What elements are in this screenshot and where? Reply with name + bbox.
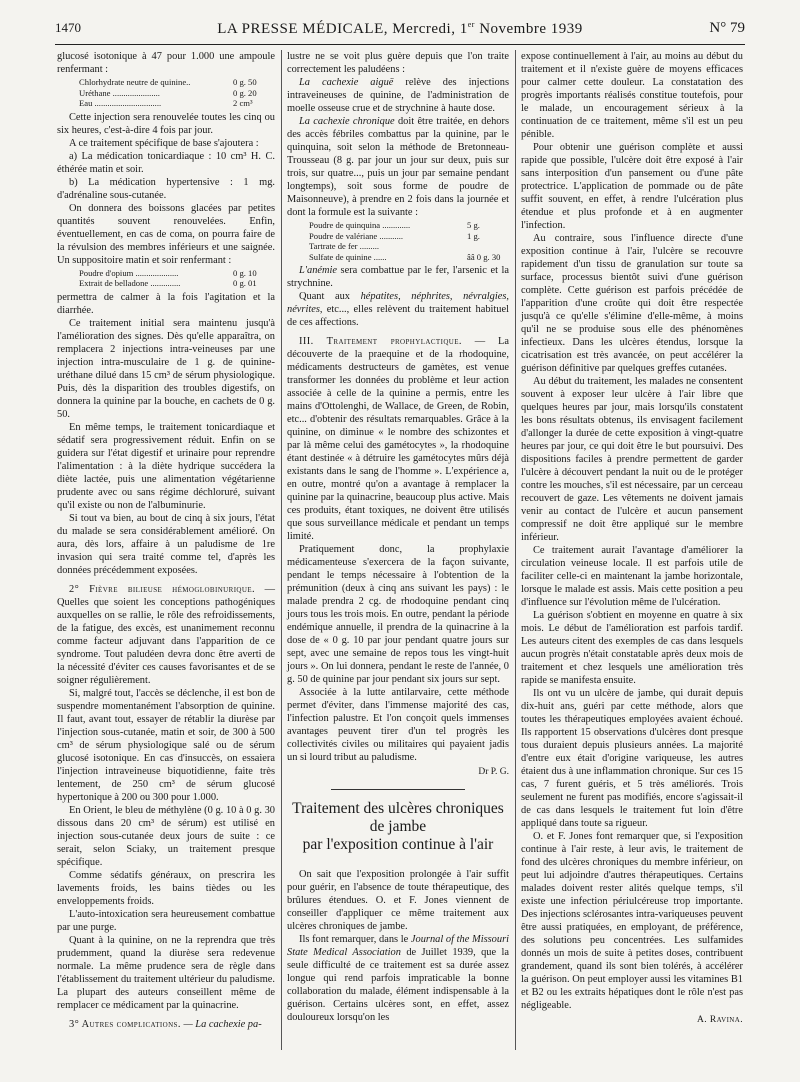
column-separator: [281, 50, 282, 1050]
section-heading: 2° Fièvre bilieuse hémoglobinurique.: [69, 583, 256, 595]
paragraph: lustre ne se voit plus guère depuis que l'on traite correctement les paludéens :: [287, 51, 509, 75]
formula-injection: [57, 77, 275, 109]
quantity: 0 g. 01: [233, 278, 257, 288]
paragraph: Quant à la quinine, on ne la reprendra que très prudemment, quand la diurèse sera redevenue normale. La même prudence sera de règle dans l'établissement du traitement ultérieur du paludisme. La plupart des auteurs conseillent même de remplacer ce médicament par la quinacrine.: [57, 934, 275, 1011]
paragraph: Ce traitement aurait l'avantage d'améliorer la circulation veineuse locale. Il est parfois utile de faciliter celle-ci en maintenant la jambe horizontale, lorsque le malade est assis. Mais cette position a peu d'influence sur l'évolution même de l'ulcération.: [521, 545, 743, 608]
section-heading: III. Traitement prophylactique.: [299, 336, 462, 347]
column-3: [521, 50, 743, 1027]
paragraph: A ce traitement spécifique de base s'ajoutera :: [69, 137, 259, 149]
section-text: — Quelles que soient les conceptions pathogéniques auxquelles on se rallie, le rôle des refroidissements, de la fatigue, des excès, est unanimement reconnu comme facteur adjuvant dans l'apparition de ce syndrome. Tout paludéen devra donc être averti de la nécessité d'éviter ces causes favorisantes et de se soigner régulièrement.: [57, 583, 275, 686]
paragraph: Au début du traitement, les malades ne consentent souvent à exposer leur ulcère à l'air libre que quelques heures par jour, mais lorsqu'ils constatent les bons résultats obtenus, ils envisagent facilement d'allonger la durée de cette exposition à vingt-quatre heures par jour, ce qui doit être le but poursuivi. Des dispositions faciles à prendre permettent de garder l'ulcère à découvert pendant la nuit ou de le protéger contre les mouches, s'il est nécessaire, par un cerceau recouvert de gaze. Les vêtements ne doivent jamais venir au contact de l'ulcère et aucun pansement compressif ne doit être appliqué sur le membre inférieur.: [521, 376, 743, 543]
issue-number: N° 79: [709, 20, 745, 36]
author-signature: Dr P. G.: [478, 767, 509, 777]
journal-citation: Journal of the Missouri State Medical Association: [287, 934, 509, 958]
formula-row: [57, 88, 275, 99]
journal-title-line: [55, 20, 745, 38]
article-title-line: par l'exposition continue à l'air: [302, 836, 494, 853]
quantity: [467, 241, 509, 252]
paragraph: expose continuellement à l'air, au moins au début du traitement et il n'existe guère de moyens efficaces pour calmer cette douleur. La constatation des progrès importants réalisés constitue toutefois, pour le malade, un encouragement sérieux à la continuation de ce traitement, même s'il est un peu pénible.: [521, 51, 743, 140]
text: doit être traitée, en dehors des accès fébriles combattus par la quinine, par le quinquina, soit selon la méthode de Bretonneau-Trousseau (8 g. par jour un jour sur deux, puis sur trois, sur quatre..., puis un jour par semaine pendant longtemps), soit sous forme de poudre de Maisonneuve), à prendre en 2 fois dans la journée et dont la formule est la suivante :: [287, 116, 509, 218]
paragraph: L'auto-intoxication sera heureusement combattue par une purge.: [57, 908, 275, 933]
paragraph: Comme sédatifs généraux, on prescrira les lavements froids, les bains tièdes ou les enveloppements froids.: [57, 869, 275, 907]
paragraph: Pratiquement donc, la prophylaxie médicamenteuse s'exercera de la façon suivante, pendant le temps nécessaire à l'obtention de la prémunition (deux à cinq ans suivant les pays) : le malade prendra 2 cg. de rhodoquine pendant cinq jours tous les trois mois. En outre, pendant la période endémique annuelle, il prendra de la quinacrine à la dose de « 0 g. 10 par jour pendant quatre jours sur sept, avec une semaine de repos tous les vingt-huit jours ». On lui donnera, pendant le reste de l'année, 0 g. 50 de quinine par jour pendant six jours sur sept.: [287, 544, 509, 685]
text: Quant aux: [299, 291, 361, 302]
ingredient: Eau ...............................: [79, 98, 162, 108]
text: de Juillet 1939, que la seule difficulté de ce traitement est sa durée assez longue qui rend parfois impraticable la bonne collaboration du malade, élément indispensable à la guérison. Certains ulcères sont, en effet, assez douloureux lorsqu'on les: [287, 947, 509, 1023]
formula-row: [57, 77, 275, 88]
emphasis: L'anémie: [299, 265, 338, 276]
formula-row: [287, 220, 509, 231]
paragraph: Au contraire, sous l'influence directe d'une exposition continue à l'air, l'ulcère se recouvre rapidement d'un tissu de granulation sur toute sa surface, processus bientôt suivi d'une guérison complète. Cette guérison est parfois précédée de l'apparition d'une croûte qui doit être respectée jusqu'à ce qu'elle s'élimine d'elle-même, à moins qu'il ne se produise sous elle des phénomènes infectieux. Dans les ulcères étendus, lorsque la cicatrisation est très avancée, on peut accélérer la guérison définitive par quelques greffes cutanées.: [521, 233, 743, 374]
paragraph: a) La médication tonicardiaque : 10 cm³ H. C. éthérée matin et soir.: [57, 150, 275, 175]
issue-date-sup: er: [467, 20, 475, 29]
quantity: ââ 0 g. 30: [467, 251, 501, 262]
paragraph: Associée à la lutte antilarvaire, cette méthode permet d'éviter, dans l'immense majorité des cas, l'infection palustre. Et l'on conçoit quels immenses avantages peuvent tirer d'un tel progrès les collectivités civiles ou militaires qui payaient jadis un si lourd tribut au paludisme.: [287, 687, 509, 763]
quantity: 0 g. 20: [233, 87, 257, 98]
section-text: — La cachexie pa-: [183, 1018, 262, 1030]
article-separator: [331, 789, 464, 790]
paragraph: [287, 933, 509, 1024]
header-rule: [55, 44, 745, 45]
paragraph: Ils ont vu un ulcère de jambe, qui durait depuis dix-huit ans, guéri par cette méthode, alors que toutes les thérapeutiques employées avaient échoué. Ils rapportent 15 observations d'ulcères dont presque tous duraient depuis plusieurs années. La majorité d'entre eux était d'origine variqueuse, les autres étaient dus à une inflammation chronique. Sur ces 15 cas, 7 furent guéris, et 5 très améliorés. Trois seulement ne furent pas modifiés, encore s'agissait-il de cas dans lesquels le traitement fut loin d'être appliqué dans toute sa rigueur.: [521, 688, 743, 829]
paragraph: [287, 290, 509, 329]
ingredient: Chlorhydrate neutre de quinine..: [79, 77, 191, 87]
paragraph: On sait que l'exposition prolongée à l'air suffit pour guérir, en l'absence de toute thérapeutique, des brûlures étendues. O. et F. Jones viennent de conseiller d'appliquer ce même traitement aux ulcères chroniques de jambe.: [287, 869, 509, 932]
page-number: 1470: [55, 20, 81, 35]
quantity: 2 cm³: [233, 98, 253, 108]
paragraph: O. et F. Jones font remarquer que, si l'exposition continue à l'air reste, à leur avis, le traitement de fond des ulcères chroniques du membre inférieur, on peut lui adjoindre d'autres thérapeutiques. Certains malades doivent rester alités quelque temps, s'il existe une infection périulcéreuse trop importante. Des injections sclérosantes intra-variqueuses peuvent être aussi pratiquées, en employant, de préférence, des solutions peu concentrées. Les sulfamides donnés un mois de suite à petites doses, contribuent grandement, quand ils sont bien tolérés, à accélérer la guérison. On peut employer aussi les vitamines B1 et B2 ou les extraits hépatiques dont le rôle n'est pas négligeable.: [521, 831, 743, 1011]
section-text: — La découverte de la praequine et de la rhodoquine, médicaments destructeurs de gamètes, est venue transformer les données du problème et leur action associée à celle de la quinine a permis, entre les mains d'Ottolenghi, de Wallace, de Green, de Robin, etc... d'obtenir des résultats remarquables. Grâce à la quinine, on diminue « le nombre des schizontes et par là même celui des gamétocytes », la rhodoquine étant destinée « à détruire les gamétocytes mûrs déjà existants dans le sang de l'homme ». L'expérience a, en outre, montré qu'on a avantage à remplacer la quinine par la quinacrine, beaucoup plus active. Mais ces produits, étant toxiques, ne doivent être utilisés que sous surveillance médicale et pendant un temps limité.: [287, 336, 509, 542]
ingredient: Extrait de belladone ..............: [79, 278, 181, 288]
paragraph: En Orient, le bleu de méthylène (0 g. 10 à 0 g. 30 dissous dans 20 cm³ de sérum) est utilisé en injection sous-cutanée deux jours de suite : ce serait, selon Sciaky, un traitement presque spécifique.: [57, 804, 275, 868]
formula-row: [287, 241, 509, 252]
journal-name: LA PRESSE MÉDICALE,: [217, 21, 388, 37]
text: Ils font remarquer, dans le: [299, 934, 411, 945]
page-header: [55, 20, 745, 42]
paragraph: Ce traitement initial sera maintenu jusqu'à l'amélioration des signes. Dès qu'elle apparaîtra, on remplacera 2 injections intra-veineuses par une injection intra-musculaire de 1 g. de quinine-uréthane dilué dans 15 cm³ de sérum physiologique. Puis, dès la disparition des troubles digestifs, on donnera la quinine par la bouche, en cachets de 0 g. 50.: [57, 317, 275, 420]
author-signature: A. Ravina.: [697, 1015, 743, 1025]
column-2: [287, 50, 509, 1024]
article-title-line: Traitement des ulcères chroniques: [292, 800, 504, 817]
formula-row: [57, 278, 275, 289]
ingredient: Uréthane ......................: [79, 87, 160, 98]
paragraph: [287, 264, 509, 290]
paragraph: Si tout va bien, au bout de cinq à six jours, l'état du malade se sera considérablement amélioré. On aura, dès lors, affaire à un paludisme de 1re invasion qui sera traité comme tel, d'après les données précédemment exposées.: [57, 512, 275, 576]
formula-suppository: [57, 268, 275, 289]
formula-row: [57, 98, 275, 109]
ingredient: Poudre d'opium ....................: [79, 267, 179, 278]
quantity: 5 g.: [467, 220, 480, 230]
column-1: [57, 50, 275, 1031]
quantity: 1 g.: [467, 230, 480, 241]
formula-row: [287, 231, 509, 242]
emphasis: La cachexie chronique: [299, 116, 395, 127]
ingredient: Poudre de valériane ...........: [309, 230, 404, 241]
section-heading: 3° Autres complications.: [69, 1018, 181, 1030]
paragraph: permettra de calmer à la fois l'agitation et la diarrhée.: [57, 291, 275, 316]
quantity: 0 g. 10: [233, 267, 257, 278]
issue-day: Mercredi,: [392, 21, 456, 37]
formula-row: [287, 252, 509, 263]
ingredient: Sulfate de quinine ......: [309, 251, 387, 262]
paragraph: On donnera des boissons glacées par petites quantités souvent renouvelées. Enfin, éventuellement, en cas de coma, on pourra faire de la révulsion des membres inférieurs et une saignée. Un suppositoire matin et soir renfermant :: [57, 202, 275, 266]
ingredient: Tartrate de fer .........: [309, 241, 380, 251]
article-title: [287, 800, 509, 854]
quantity: 0 g. 50: [233, 77, 257, 87]
paragraph: Cette injection sera renouvelée toutes les cinq ou six heures, c'est-à-dire 4 fois par jour.: [57, 111, 275, 136]
paragraph: En même temps, le traitement tonicardiaque et sédatif sera progressivement réduit. Enfin on se guidera sur l'état digestif et urinaire pour reprendre l'alimentation : à la diète hydrique succédera la diète lactée, puis une alimentation végétarienne prudente avec ou sans régime déchloruré, suivant qu'il existe ou non de l'albuminurie.: [57, 421, 275, 511]
formula-maisonneuve: [287, 220, 509, 262]
text: relève des injections intraveineuses de quinine, de l'administration de moelle osseuse crue et de strychnine à haute dose.: [287, 77, 509, 114]
issue-date: Novembre 1939: [479, 21, 583, 37]
paragraph: [287, 76, 509, 115]
text: sera combattue par le fer, l'arsenic et la strychnine.: [287, 265, 509, 289]
paragraph: b) La médication hypertensive : 1 mg. d'adrénaline sous-cutanée.: [57, 176, 275, 201]
paragraph: [287, 115, 509, 219]
section-paragraph: [57, 583, 275, 687]
text: , etc..., elles relèvent du traitement habituel de ces affections.: [287, 304, 509, 328]
emphasis: hépatites, néphrites, névralgies, névrites: [287, 291, 509, 315]
paragraph: Pour obtenir une guérison complète et aussi rapide que possible, l'ulcère doit être exposé à l'air sans interposition d'un pansement ou d'une pâte protectrice. L'application de pommade ou de pâte suffit souvent, en effet, à rendre l'ulcération plus étendue et plus profonde et à en augmenter l'infection.: [521, 142, 743, 231]
column-separator: [515, 50, 516, 1050]
section-paragraph: [287, 335, 509, 543]
paragraph: Si, malgré tout, l'accès se déclenche, il est bon de suspendre momentanément l'absorption de quinine. Il faut, avant tout, essayer de rétablir la diurèse par l'injection sous-cutanée, matin et soir, de 300 à 500 cm³ de sérum physiologique salé ou de sérum glucosé isotonique. En cas d'insuccès, on essaiera l'injection intraveineuse biquotidienne, faite très lentement, de 250 cm³ de sérum glucosé hypertonique à 200 ou 300 pour 1.000.: [57, 687, 275, 803]
formula-row: [57, 268, 275, 279]
issue-date-num: 1: [459, 21, 468, 37]
paragraph: glucosé isotonique à 47 pour 1.000 une ampoule renfermant :: [57, 51, 275, 75]
article-title-line: de jambe: [369, 818, 427, 835]
paragraph: La guérison s'obtient en moyenne en quatre à six mois. Le début de l'amélioration est parfois tardif. Les auteurs citent des exemples de cas dans lesquels aucun progrès n'était constatable après deux mois de traitement et chez lesquels une amélioration très rapide se manifesta ensuite.: [521, 610, 743, 686]
emphasis: La cachexie aiguë: [299, 77, 394, 88]
section-paragraph: [57, 1018, 275, 1031]
ingredient: Poudre de quinquina .............: [309, 220, 411, 230]
